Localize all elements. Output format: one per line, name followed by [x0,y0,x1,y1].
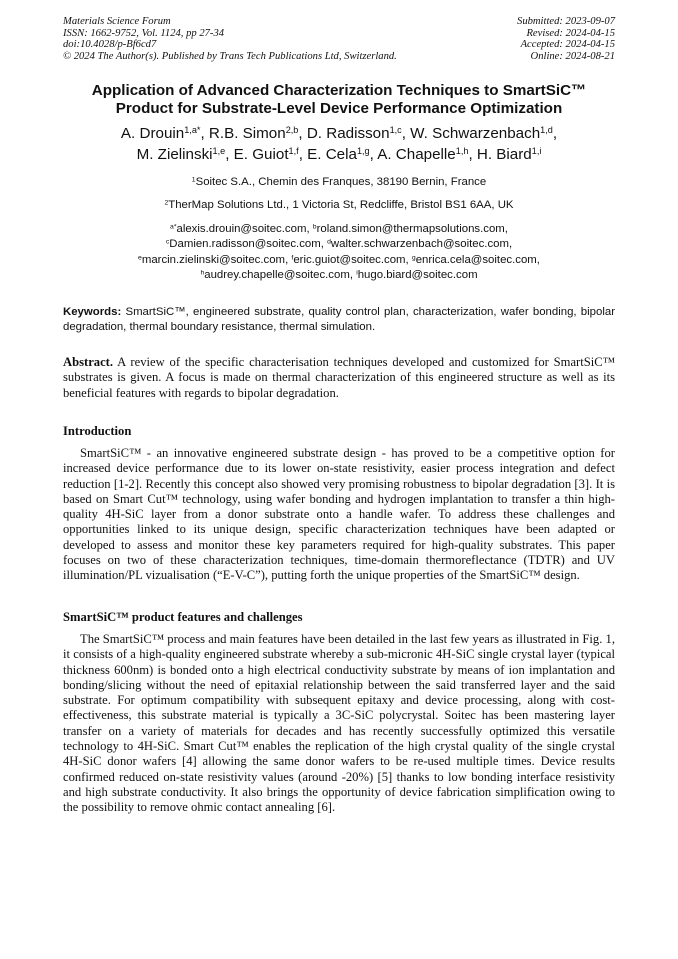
email-address: Damien.radisson@soitec.com [169,238,321,251]
author-sup: 1,h [455,145,469,156]
author-name: H. Biard [476,146,532,163]
author-name: D. Radisson [306,125,390,142]
section-heading-introduction: Introduction [63,424,132,438]
email-sup: g [411,254,416,262]
affiliation-text: Soitec S.A., Chemin des Franques, 38190 Bernin, France [195,176,487,188]
author-name: A. Drouin [120,125,185,142]
online-date: Online: 2024-08-21 [530,50,615,62]
author-sup: 1,e [212,145,226,156]
author-sup: 1,f [288,145,299,156]
submission-dates [517,16,615,62]
email-address: roland.simon@thermapsolutions.com [316,223,505,235]
email-sup: a* [170,223,177,231]
revised-date: Revised: 2024-04-15 [526,27,615,39]
email-address: enrica.cela@soitec.com [415,253,537,266]
author-list [40,123,638,165]
email-sup: f [291,254,294,262]
email-sup: c [165,238,170,246]
email-address: walter.schwarzenbach@soitec.com [330,238,509,251]
email-line-3: $^e$marcin.zielinski@soitec.com, $^f$eric.guiot@soitec.com, $^g$enrica.cela@soitec.com, [138,253,540,266]
author-name: R.B. Simon [208,125,286,142]
author-sup: 1,c [389,124,402,135]
submitted-date: Submitted: 2023-09-07 [517,16,615,27]
email-sup: b [312,223,317,231]
accepted-date: Accepted: 2024-04-15 [520,39,615,51]
email-address: alexis.drouin@soitec.com [176,223,307,235]
journal-issn: ISSN: 1662-9752, Vol. 1124, pp 27-34 [63,27,225,39]
email-line-4: $^h$audrey.chapelle@soitec.com, $^i$hugo.biard@soitec.com [200,269,478,282]
email-line-2: $^c$Damien.radisson@soitec.com, $^d$walter.schwarzenbach@soitec.com, [165,238,513,251]
author-name: W. Schwarzenbach [410,125,541,142]
author-name: A. Chapelle [377,146,456,163]
author-line-2: M. Zielinski$^{1,e}$, E. Guiot$^{1,f}$, E. Cela$^{1,g}$, A. Chapelle$^{1,h}$, H. Biard$^{1,i}$ [136,145,542,163]
author-name: M. Zielinski [136,146,213,163]
email-sup: i [356,269,358,277]
email-list [40,222,638,284]
affiliation-1 [40,175,638,189]
affiliation-sup: 1 [191,176,196,184]
introduction-paragraph: SmartSiC™ - an innovative engineered substrate design - has proved to be a competitive option for increased device performance due to its lower on-state resistivity, easier process integration and defect reduction [1-2]. Recently this concept also showed very promising robustness to bipolar degradation [3]. It is based on Smart Cut™ technology, using wafer bonding and hydrogen implantation to transfer a thin high-quality 4H-SiC layer from a donor substrate onto a handle wafer. To address these challenges and opportunities linked to its unique design, specific characterization techniques have been adapted or developed to assess and monitor these key parameters required for high-quality substrates. This paper focuses on two of these characterization techniques, time-domain thermoreflectance (TDTR) and UV illumination/PL vizualisation (“E-V-C”), putting forth the unique properties of the SmartSiC™ design. [63,446,615,583]
journal-name: Materials Science Forum [63,16,171,27]
journal-info [63,16,397,62]
section-heading-features: SmartSiC™ product features and challenges [63,610,303,624]
email-address: hugo.biard@soitec.com [357,269,478,282]
abstract-label: Abstract. [63,355,114,369]
copyright-line: © 2024 The Author(s). Published by Trans Tech Publications Ltd, Switzerland. [63,50,397,62]
abstract-text: A review of the specific characterisation techniques developed and customized for SmartSiC™ substrates is given. A focus is made on thermal characterization of this engineered structure as well as its beneficial features with regards to bipolar degradation. [63,355,615,400]
author-sup: 1,a* [184,124,201,135]
author-sup: 2,b [285,124,299,135]
affiliation-sup: 2 [164,199,169,207]
affiliation-2 [40,198,638,212]
email-sup: e [138,254,142,262]
author-sup: 1,d [540,124,553,135]
features-paragraph: The SmartSiC™ process and main features have been detailed in the last few years as illustrated in Fig. 1, it consists of a high-quality engineered substrate whereby a sub-micronic 4H-SiC single crystal layer (typical thickness 600nm) is bonded onto a high electrical conductivity substrate by means of ion implantation and bonding/slicing without the need of epitaxial relationship between the said transferred layer and the said substrate. For optimum compatibility with subsequent epitaxy and device processing, along with cost-effectiveness, this substrate material is typically a 3C-SiC polycrystal. Soitec has been mastering layer transfer on a variety of materials for decades and has recently successfully optimized this versatile technology to 4H-SiC. Smart Cut™ enables the replication of the high crystal quality of the single crystal 4H-SiC donor wafers [4] allowing the same donor wafers to be re-used multiple times. Device results confirmed reduced on-state resistivity values (around -20%) [5] thanks to low bonding interface resistivity and high substrate conductivity. It also brings the opportunity of device fabrication simplification owing to the possibility to remove ohmic contact annealing [6]. [63,632,615,815]
keywords-label: Keywords: [63,306,122,318]
journal-doi: doi:10.4028/p-Bf6cd7 [63,39,157,51]
paper-title [40,82,638,118]
email-line-1: $^{a*}$alexis.drouin@soitec.com, $^b$roland.simon@thermapsolutions.com, [170,223,508,235]
author-name: E. Guiot [233,146,289,163]
author-name: E. Cela [307,146,357,163]
email-sup: d [327,238,331,246]
title-line-1: Application of Advanced Characterization Techniques to SmartSiC™ [91,82,587,99]
affiliation-text: TherMap Solutions Ltd., 1 Victoria St, Redcliffe, Bristol BS1 6AA, UK [168,199,514,211]
email-address: audrey.chapelle@soitec.com [204,269,350,282]
keywords-text: SmartSiC™, engineered substrate, quality control plan, characterization, wafer bonding, bipolar degradation, thermal boundary resistance, thermal simulation. [63,306,615,333]
email-sup: h [200,269,205,277]
email-address: eric.guiot@soitec.com [293,253,406,266]
keywords-block [63,305,615,334]
abstract-block [63,355,615,401]
author-line-1: A. Drouin$^{1,a*}$, R.B. Simon$^{2,b}$, D. Radisson$^{1,c}$, W. Schwarzenbach$^{1,d}$, [120,124,558,142]
title-line-2: Product for Substrate-Level Device Performance Optimization [115,100,563,117]
author-sup: 1,i [531,145,542,156]
email-address: marcin.zielinski@soitec.com [141,253,286,266]
author-sup: 1,g [356,145,370,156]
